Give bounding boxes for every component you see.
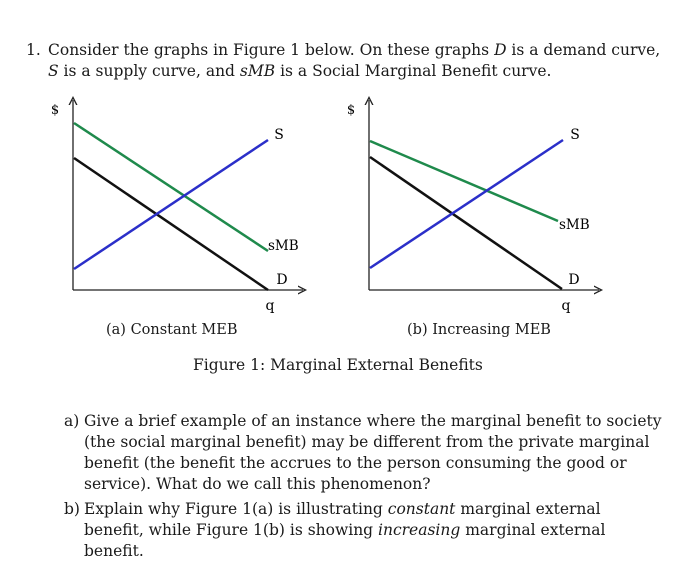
graph-a-svg <box>40 96 320 321</box>
graph-a <box>40 96 320 321</box>
question-body: Consider the graphs in Figure 1 below. On these graphs D is a demand curve, S is a supply curve, and sMB is a Social Marginal Benefit curve. <box>48 41 661 80</box>
smb-curve <box>74 123 268 251</box>
supply-label: S <box>570 127 580 143</box>
y-axis-label: $ <box>346 103 356 118</box>
demand-curve <box>370 157 562 289</box>
graph-b-svg <box>336 96 616 321</box>
smb-curve <box>370 141 558 221</box>
x-axis-label: q <box>561 298 571 314</box>
supply-label: S <box>274 127 284 143</box>
smb-label: sMB <box>268 238 299 254</box>
supply-curve <box>370 140 563 268</box>
demand-curve <box>74 158 268 290</box>
y-axis-label: $ <box>50 103 60 118</box>
subquestion-label: a) <box>64 412 80 430</box>
question-1 <box>26 40 666 82</box>
x-axis-label: q <box>265 298 275 314</box>
figure-caption: Figure 1: Marginal External Benefits <box>193 356 483 374</box>
question-number: 1. <box>26 41 41 59</box>
graph-b <box>336 96 616 321</box>
demand-label: D <box>276 272 288 288</box>
subquestion-text: Explain why Figure 1(a) is illustrating constant marginal external benefit, while Figure 1(b) is showing increasing marginal external benefit. <box>84 500 606 560</box>
subquestion-a <box>64 411 664 495</box>
demand-label: D <box>568 272 580 288</box>
graph-b-caption: (b) Increasing MEB <box>407 322 551 338</box>
smb-label: sMB <box>559 217 590 233</box>
subquestion-b <box>64 499 664 562</box>
subquestion-text: Give a brief example of an instance where the marginal benefit to society (the social marginal benefit) may be different from the private marginal benefit (the benefit the accrues to the person consuming the good or service). What do we call this phenomenon? <box>84 412 662 493</box>
graph-a-caption: (a) Constant MEB <box>106 322 238 338</box>
supply-curve <box>74 140 268 269</box>
subquestion-label: b) <box>64 500 80 518</box>
